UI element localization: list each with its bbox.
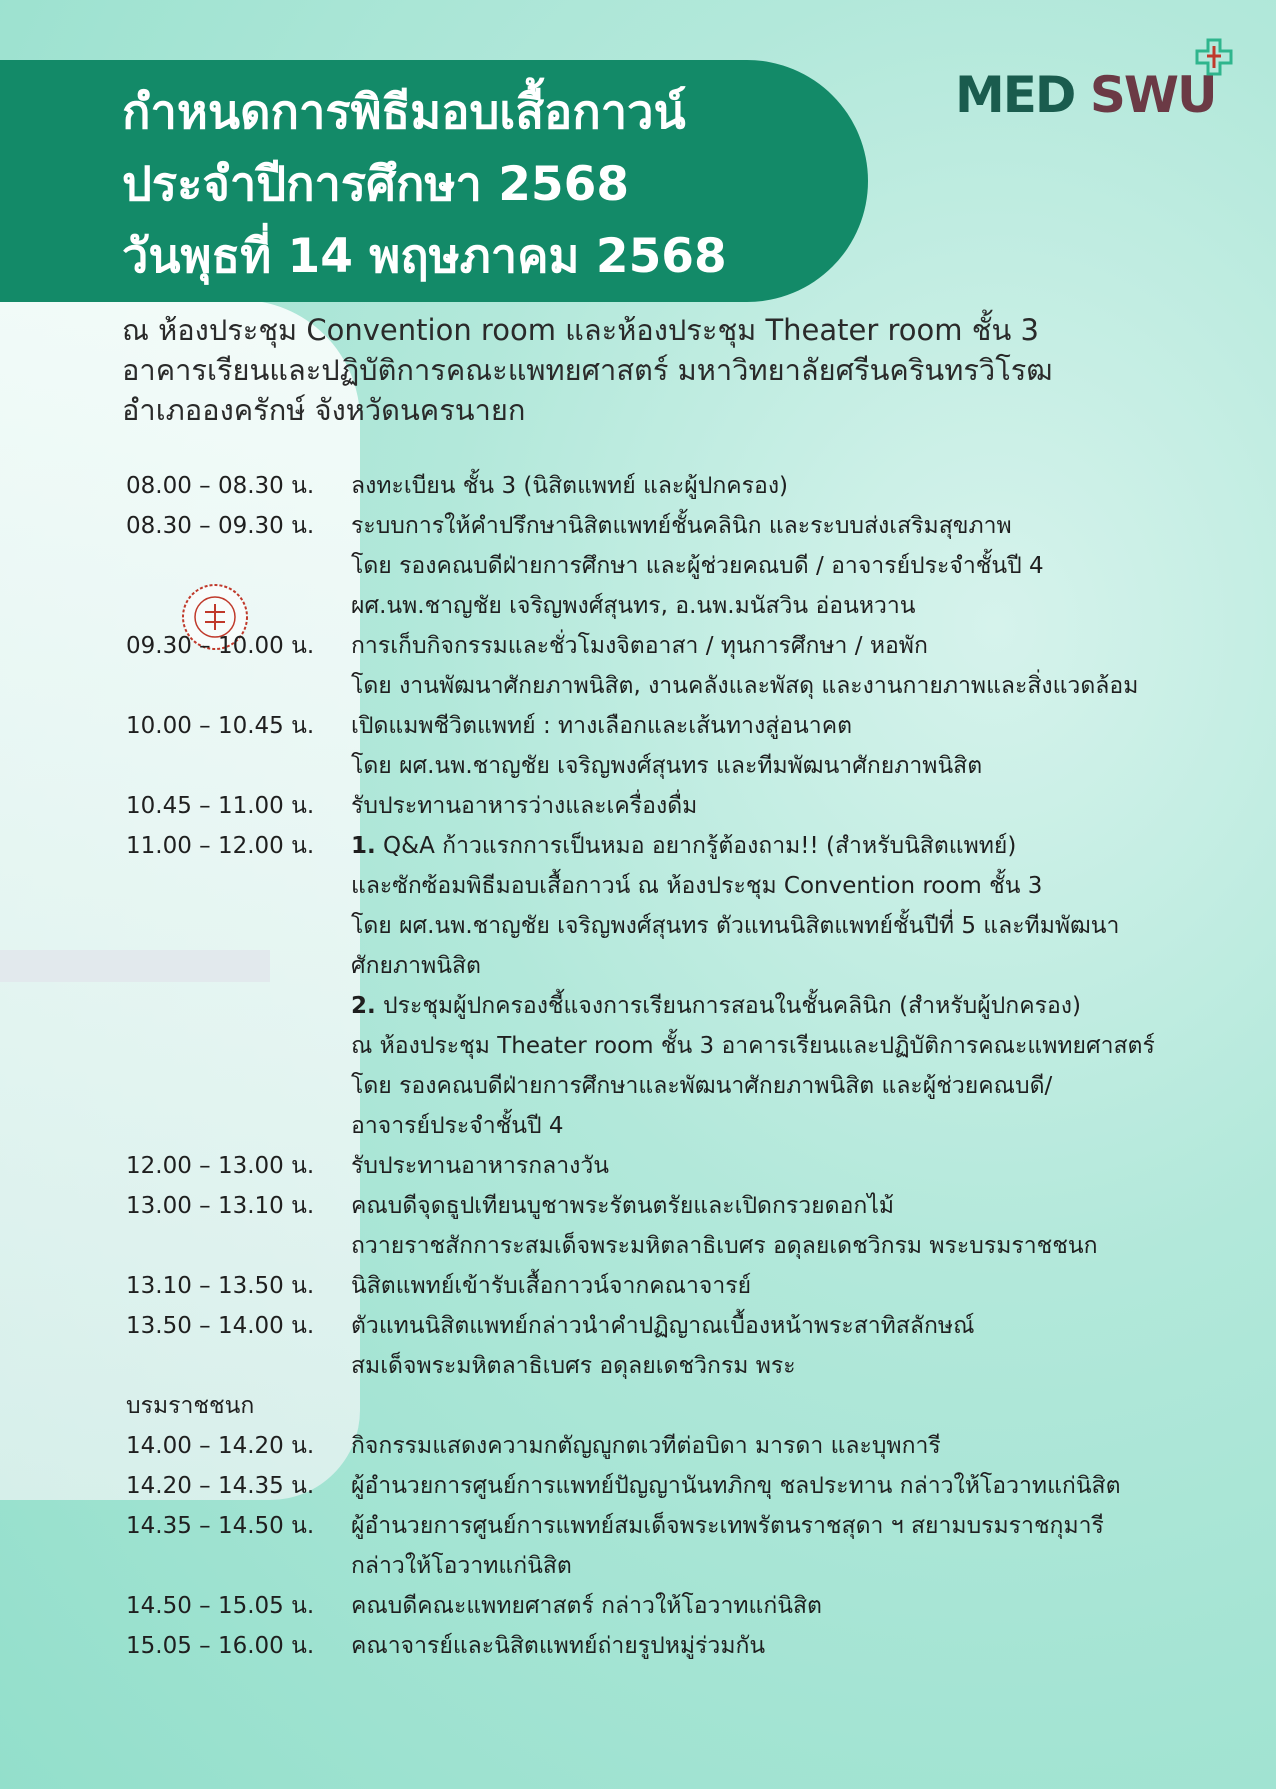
schedule-text: โดย ผศ.นพ.ชาญชัย เจริญพงศ์สุนทร และทีมพัฒนาศักยภาพนิสิต [351, 753, 983, 779]
schedule-text: คณบดีจุดธูปเทียนบูชาพระรัตนตรัยและเปิดกรวยดอกไม้ [351, 1193, 895, 1219]
title-line-2: ประจำปีการศึกษา 2568 [122, 157, 630, 212]
schedule-row [126, 946, 1256, 986]
schedule-row [126, 1146, 1256, 1186]
schedule-description [351, 1346, 1256, 1386]
schedule-time: 11.00 – 12.00 น. [126, 833, 315, 859]
schedule-text: รับประทานอาหารว่างและเครื่องดื่ม [351, 793, 698, 819]
schedule-description [351, 786, 1256, 826]
schedule-time [126, 666, 351, 706]
schedule-description [351, 1026, 1256, 1066]
schedule-description [351, 1466, 1256, 1506]
schedule-text: กล่าวให้โอวาทแก่นิสิต [351, 1553, 572, 1579]
schedule-time: 14.35 – 14.50 น. [126, 1513, 315, 1539]
schedule-time: 08.00 – 08.30 น. [126, 473, 315, 499]
venue-line: อำเภอองครักษ์ จังหวัดนครนายก [122, 393, 526, 427]
schedule-time: 14.50 – 15.05 น. [126, 1593, 315, 1619]
schedule-text: ศักยภาพนิสิต [351, 953, 481, 979]
schedule-row [126, 506, 1256, 546]
schedule-description [351, 546, 1256, 586]
schedule-description [351, 826, 1256, 866]
logo-swu: SWU [1089, 66, 1216, 124]
schedule-time [126, 586, 351, 626]
schedule-row [126, 586, 1256, 626]
schedule-time: 15.05 – 16.00 น. [126, 1633, 315, 1659]
schedule-description [351, 1506, 1256, 1546]
logo-med: MED [955, 66, 1075, 124]
schedule-time [126, 986, 351, 1026]
schedule-time: 14.00 – 14.20 น. [126, 1433, 315, 1459]
schedule-row [126, 866, 1256, 906]
schedule-text: คณาจารย์และนิสิตแพทย์ถ่ายรูปหมู่ร่วมกัน [351, 1633, 766, 1659]
schedule-description [351, 906, 1256, 946]
schedule-row [126, 706, 1256, 746]
schedule-description [351, 986, 1256, 1026]
schedule-description [351, 1546, 1256, 1586]
schedule-row [126, 1426, 1256, 1466]
schedule-row [126, 626, 1256, 666]
schedule-description [351, 1226, 1256, 1266]
schedule-item-number: 2. [351, 993, 376, 1019]
schedule-text: อาจารย์ประจำชั้นปี 4 [351, 1113, 564, 1139]
schedule-row [126, 546, 1256, 586]
schedule-time: 13.10 – 13.50 น. [126, 1273, 315, 1299]
schedule-time: 09.30 – 10.00 น. [126, 633, 315, 659]
schedule-row [126, 1626, 1256, 1666]
schedule-text: นิสิตแพทย์เข้ารับเสื้อกาวน์จากคณาจารย์ [351, 1273, 752, 1299]
schedule-description [351, 1306, 1256, 1346]
schedule-text: การเก็บกิจกรรมและชั่วโมงจิตอาสา / ทุนการศึกษา / หอพัก [351, 633, 928, 659]
schedule-description [351, 666, 1256, 706]
schedule-text: ถวายราชสักการะสมเด็จพระมหิตลาธิเบศร อดุลยเดชวิกรม พระบรมราชชนก [351, 1233, 1098, 1259]
venue-line: อาคารเรียนและปฏิบัติการคณะแพทยศาสตร์ มหาวิทยาลัยศรีนครินทรวิโรฒ [122, 353, 1053, 387]
schedule-time [126, 906, 351, 946]
schedule-row [126, 1546, 1256, 1586]
schedule-description [351, 1426, 1256, 1466]
schedule-description [351, 746, 1256, 786]
schedule-time [126, 866, 351, 906]
schedule-time [126, 1346, 351, 1386]
schedule-text: โดย งานพัฒนาศักยภาพนิสิต, งานคลังและพัสดุ และงานกายภาพและสิ่งแวดล้อม [351, 673, 1139, 699]
schedule-row [126, 1066, 1256, 1106]
schedule-text: ตัวแทนนิสิตแพทย์กล่าวนำคำปฏิญาณเบื้องหน้าพระสาทิสลักษณ์ [351, 1313, 975, 1339]
schedule-row [126, 1386, 1256, 1426]
schedule-description [351, 1266, 1256, 1306]
schedule-description [351, 706, 1256, 746]
venue-block [122, 310, 1242, 430]
schedule-row [126, 1506, 1256, 1546]
schedule-row [126, 466, 1256, 506]
schedule-text: กิจกรรมแสดงความกตัญญูกตเวทีต่อบิดา มารดา และบุพการี [351, 1433, 941, 1459]
schedule-text: Q&A ก้าวแรกการเป็นหมอ อยากรู้ต้องถาม!! (สำหรับนิสิตแพทย์) [375, 833, 1017, 859]
schedule-row [126, 1106, 1256, 1146]
schedule-text: สมเด็จพระมหิตลาธิเบศร อดุลยเดชวิกรม พระ [351, 1353, 796, 1379]
schedule-description [351, 1066, 1256, 1106]
schedule-text: โดย รองคณบดีฝ่ายการศึกษา และผู้ช่วยคณบดี / อาจารย์ประจำชั้นปี 4 [351, 553, 1044, 579]
schedule-time [126, 746, 351, 786]
schedule-row [126, 786, 1256, 826]
schedule-text: รับประทานอาหารกลางวัน [351, 1153, 610, 1179]
schedule-row [126, 1586, 1256, 1626]
schedule-text: ประชุมผู้ปกครองชี้แจงการเรียนการสอนในชั้นคลินิก (สำหรับผู้ปกครอง) [375, 993, 1081, 1019]
schedule-description [351, 1186, 1256, 1226]
schedule-text: ผศ.นพ.ชาญชัย เจริญพงศ์สุนทร, อ.นพ.มนัสวิน อ่อนหวาน [351, 593, 916, 619]
schedule-text: ระบบการให้คำปรึกษานิสิตแพทย์ชั้นคลินิก และระบบส่งเสริมสุขภาพ [351, 513, 1012, 539]
schedule-time: 13.50 – 14.00 น. [126, 1313, 315, 1339]
schedule-time [126, 946, 351, 986]
schedule-text: โดย ผศ.นพ.ชาญชัย เจริญพงศ์สุนทร ตัวแทนนิสิตแพทย์ชั้นปีที่ 5 และทีมพัฒนา [351, 913, 1120, 939]
medical-cross-icon [1195, 38, 1233, 76]
schedule-text: เปิดแมพชีวิตแพทย์ : ทางเลือกและเส้นทางสู่อนาคต [351, 713, 853, 739]
schedule-text: ผู้อำนวยการศูนย์การแพทย์ปัญญานันทภิกขุ ชลประทาน กล่าวให้โอวาทแก่นิสิต [351, 1473, 1121, 1499]
schedule-time: บรมราชชนก [126, 1393, 255, 1419]
schedule-description [351, 1626, 1256, 1666]
schedule-row [126, 1026, 1256, 1066]
schedule-time [126, 1226, 351, 1266]
schedule-time: 08.30 – 09.30 น. [126, 513, 315, 539]
schedule-row [126, 1186, 1256, 1226]
schedule-description [351, 586, 1256, 626]
schedule-row [126, 666, 1256, 706]
schedule-time: 10.45 – 11.00 น. [126, 793, 315, 819]
schedule-description [351, 1106, 1256, 1146]
schedule-description [351, 1586, 1256, 1626]
schedule-time [126, 1026, 351, 1066]
venue-line: ณ ห้องประชุม Convention room และห้องประชุม Theater room ชั้น 3 [122, 313, 1039, 347]
schedule-time: 14.20 – 14.35 น. [126, 1473, 315, 1499]
schedule-description [351, 946, 1256, 986]
schedule-description [351, 1146, 1256, 1186]
schedule-row [126, 986, 1256, 1026]
schedule-description [351, 866, 1256, 906]
schedule-row [126, 746, 1256, 786]
schedule-row [126, 1346, 1256, 1386]
schedule-description [351, 466, 1256, 506]
schedule-text: ลงทะเบียน ชั้น 3 (นิสิตแพทย์ และผู้ปกครอง) [351, 473, 789, 499]
schedule-description [351, 506, 1256, 546]
schedule-description [351, 1386, 1256, 1426]
title-banner [0, 60, 868, 302]
schedule-time [126, 1066, 351, 1106]
schedule-row [126, 906, 1256, 946]
schedule-time [126, 1546, 351, 1586]
schedule-row [126, 1266, 1256, 1306]
schedule-description [351, 626, 1256, 666]
schedule-time: 10.00 – 10.45 น. [126, 713, 315, 739]
schedule-row [126, 826, 1256, 866]
schedule-row [126, 1466, 1256, 1506]
schedule-text: โดย รองคณบดีฝ่ายการศึกษาและพัฒนาศักยภาพนิสิต และผู้ช่วยคณบดี/ [351, 1073, 1053, 1099]
schedule-list [126, 466, 1256, 1666]
schedule-text: ณ ห้องประชุม Theater room ชั้น 3 อาคารเรียนและปฏิบัติการคณะแพทยศาสตร์ [351, 1033, 1155, 1059]
logo-wordmark [955, 66, 1216, 124]
schedule-time: 13.00 – 13.10 น. [126, 1193, 315, 1219]
title-line-1: กำหนดการพิธีมอบเสื้อกาวน์ [122, 85, 686, 140]
schedule-row [126, 1226, 1256, 1266]
schedule-time [126, 546, 351, 586]
schedule-time: 12.00 – 13.00 น. [126, 1153, 315, 1179]
schedule-item-number: 1. [351, 833, 376, 859]
schedule-text: คณบดีคณะแพทยศาสตร์ กล่าวให้โอวาทแก่นิสิต [351, 1593, 822, 1619]
schedule-row [126, 1306, 1256, 1346]
title-line-3: วันพุธที่ 14 พฤษภาคม 2568 [122, 229, 727, 284]
schedule-time [126, 1106, 351, 1146]
schedule-text: ผู้อำนวยการศูนย์การแพทย์สมเด็จพระเทพรัตนราชสุดา ฯ สยามบรมราชกุมารี [351, 1513, 1104, 1539]
med-swu-logo [955, 66, 1235, 126]
schedule-text: และซักซ้อมพิธีมอบเสื้อกาวน์ ณ ห้องประชุม Convention room ชั้น 3 [351, 873, 1043, 899]
